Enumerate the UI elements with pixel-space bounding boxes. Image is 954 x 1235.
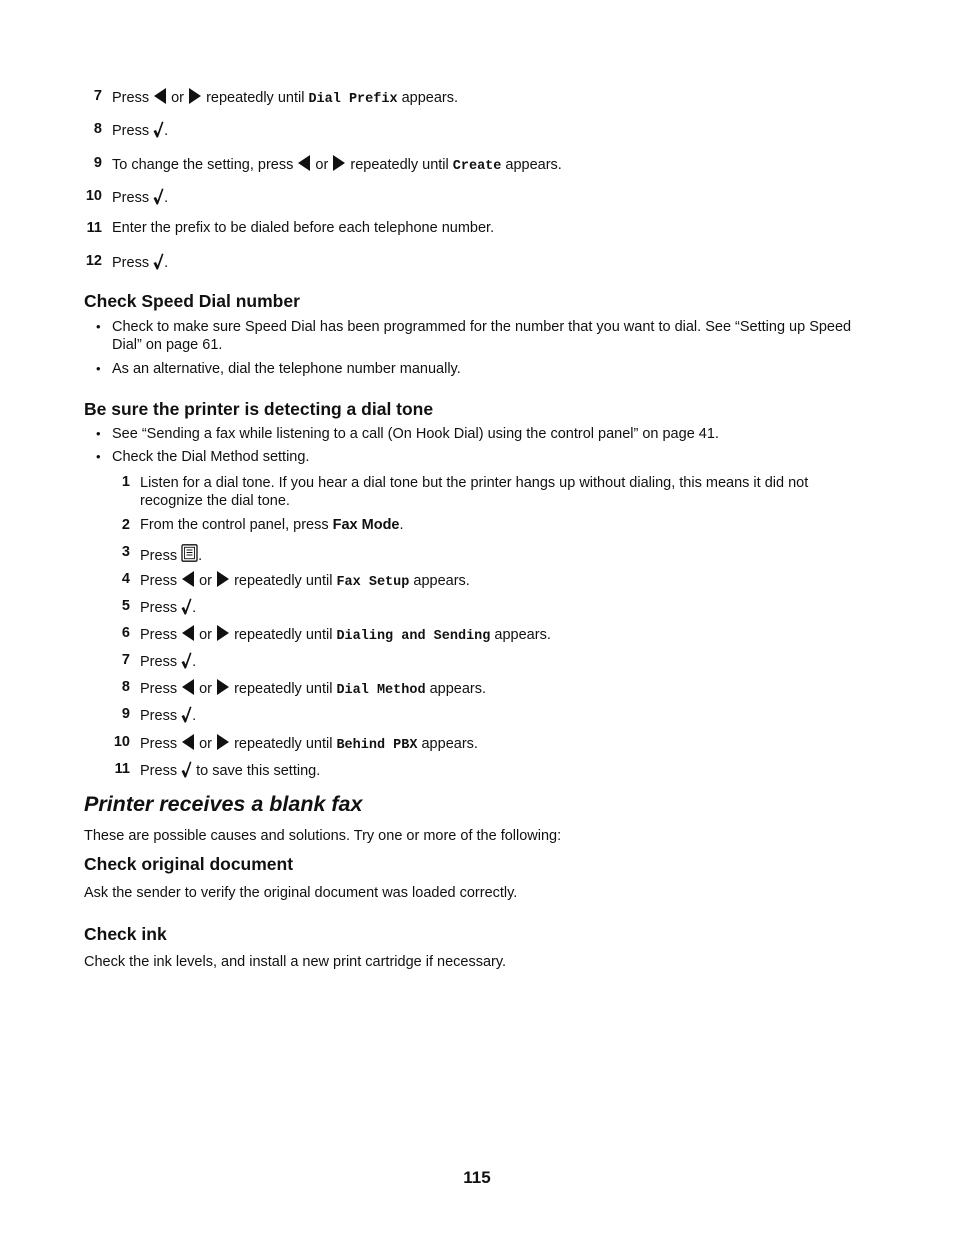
display-message: Dial Prefix [308, 92, 398, 107]
dial-tone-step-1: Listen for a dial tone. If you hear a dial tone but the printer hangs up without dialing, this means it did not recognize the dial tone. [140, 475, 809, 509]
bullet-glyph: • [96, 449, 101, 464]
display-message: Dial Method [336, 683, 426, 698]
heading-check-original: Check original document [84, 854, 294, 874]
step-text: Press or repeatedly until Dial Prefix appears. [112, 90, 459, 107]
right-arrow-icon [216, 571, 230, 591]
heading-check-ink: Check ink [84, 924, 167, 944]
step-number: 7 [93, 88, 102, 104]
step-number: 8 [121, 679, 130, 695]
check-original-text: Ask the sender to verify the original document was loaded correctly. [84, 885, 518, 901]
check-ink-text: Check the ink levels, and install a new print cartridge if necessary. [84, 954, 507, 970]
step-number: 4 [121, 571, 130, 587]
right-arrow-icon [216, 679, 230, 699]
step-text: Press or repeatedly until Behind PBX appears. [140, 736, 478, 753]
step-text: Press to save this setting. [140, 761, 320, 782]
step-text: Press . [112, 121, 168, 142]
step-text: Press . [112, 188, 168, 209]
step-number: 6 [121, 625, 130, 641]
bullet-glyph: • [96, 319, 101, 334]
page-number: 115 [463, 1168, 491, 1187]
checkmark-icon [153, 253, 164, 274]
step-text: Press . [140, 706, 196, 727]
step-number: 8 [93, 121, 102, 137]
checkmark-icon [153, 121, 164, 142]
speed-dial-bullet-1: Check to make sure Speed Dial has been programmed for the number that you want to dial. See “Setting up Speed Dial” on page 61. [112, 319, 852, 353]
step-text: Press or repeatedly until Dial Method appears. [140, 681, 487, 698]
blank-fax-intro: These are possible causes and solutions. Try one or more of the following: [84, 828, 562, 844]
heading-blank-fax: Printer receives a blank fax [84, 792, 363, 816]
step-text: Press . [140, 652, 196, 673]
step-text: Press . [140, 598, 196, 619]
step-number: 10 [113, 734, 130, 750]
right-arrow-icon [216, 734, 230, 754]
display-message: Dialing and Sending [336, 629, 491, 644]
step-number: 3 [121, 544, 130, 560]
left-arrow-icon [181, 571, 195, 591]
step-text: To change the setting, press or repeatedly until Create appears. [112, 157, 562, 174]
left-arrow-icon [181, 625, 195, 645]
checkmark-icon [181, 761, 192, 782]
menu-icon [181, 544, 198, 566]
bullet-glyph: • [96, 426, 101, 441]
checkmark-icon [153, 188, 164, 209]
right-arrow-icon [216, 625, 230, 645]
dial-tone-bullet-1: See “Sending a fax while listening to a call (On Hook Dial) using the control panel” on page 41. [112, 426, 719, 442]
step-number: 5 [121, 598, 130, 614]
step-number: 2 [121, 517, 130, 533]
display-message: Behind PBX [336, 738, 418, 753]
step-number: 10 [85, 188, 102, 204]
heading-check-speed-dial: Check Speed Dial number [84, 291, 300, 311]
heading-dial-tone: Be sure the printer is detecting a dial tone [84, 399, 434, 419]
step-text: Press . [140, 544, 202, 566]
button-name: Fax Mode [332, 517, 400, 533]
right-arrow-icon [332, 155, 346, 175]
step-number: 9 [121, 706, 130, 722]
right-arrow-icon [188, 88, 202, 108]
display-message: Fax Setup [336, 575, 410, 590]
step-text: Enter the prefix to be dialed before each telephone number. [112, 220, 495, 236]
checkmark-icon [181, 652, 192, 673]
checkmark-icon [181, 598, 192, 619]
left-arrow-icon [181, 679, 195, 699]
step-number: 11 [114, 761, 130, 777]
step-number: 11 [86, 220, 102, 236]
dial-tone-bullet-2: Check the Dial Method setting. [112, 449, 310, 465]
step-text: Press or repeatedly until Fax Setup appears. [140, 573, 470, 590]
step-number: 7 [121, 652, 130, 668]
checkmark-icon [181, 706, 192, 727]
left-arrow-icon [181, 734, 195, 754]
step-number: 1 [121, 474, 130, 490]
left-arrow-icon [297, 155, 311, 175]
step-number: 12 [85, 253, 102, 269]
step-text: Press . [112, 253, 168, 274]
step-text: From the control panel, press Fax Mode. [140, 517, 404, 533]
display-message: Create [452, 159, 502, 174]
step-text: Press or repeatedly until Dialing and Sending appears. [140, 627, 551, 644]
bullet-glyph: • [96, 361, 101, 376]
step-number: 9 [93, 155, 102, 171]
speed-dial-bullet-2: As an alternative, dial the telephone number manually. [112, 361, 461, 377]
left-arrow-icon [153, 88, 167, 108]
